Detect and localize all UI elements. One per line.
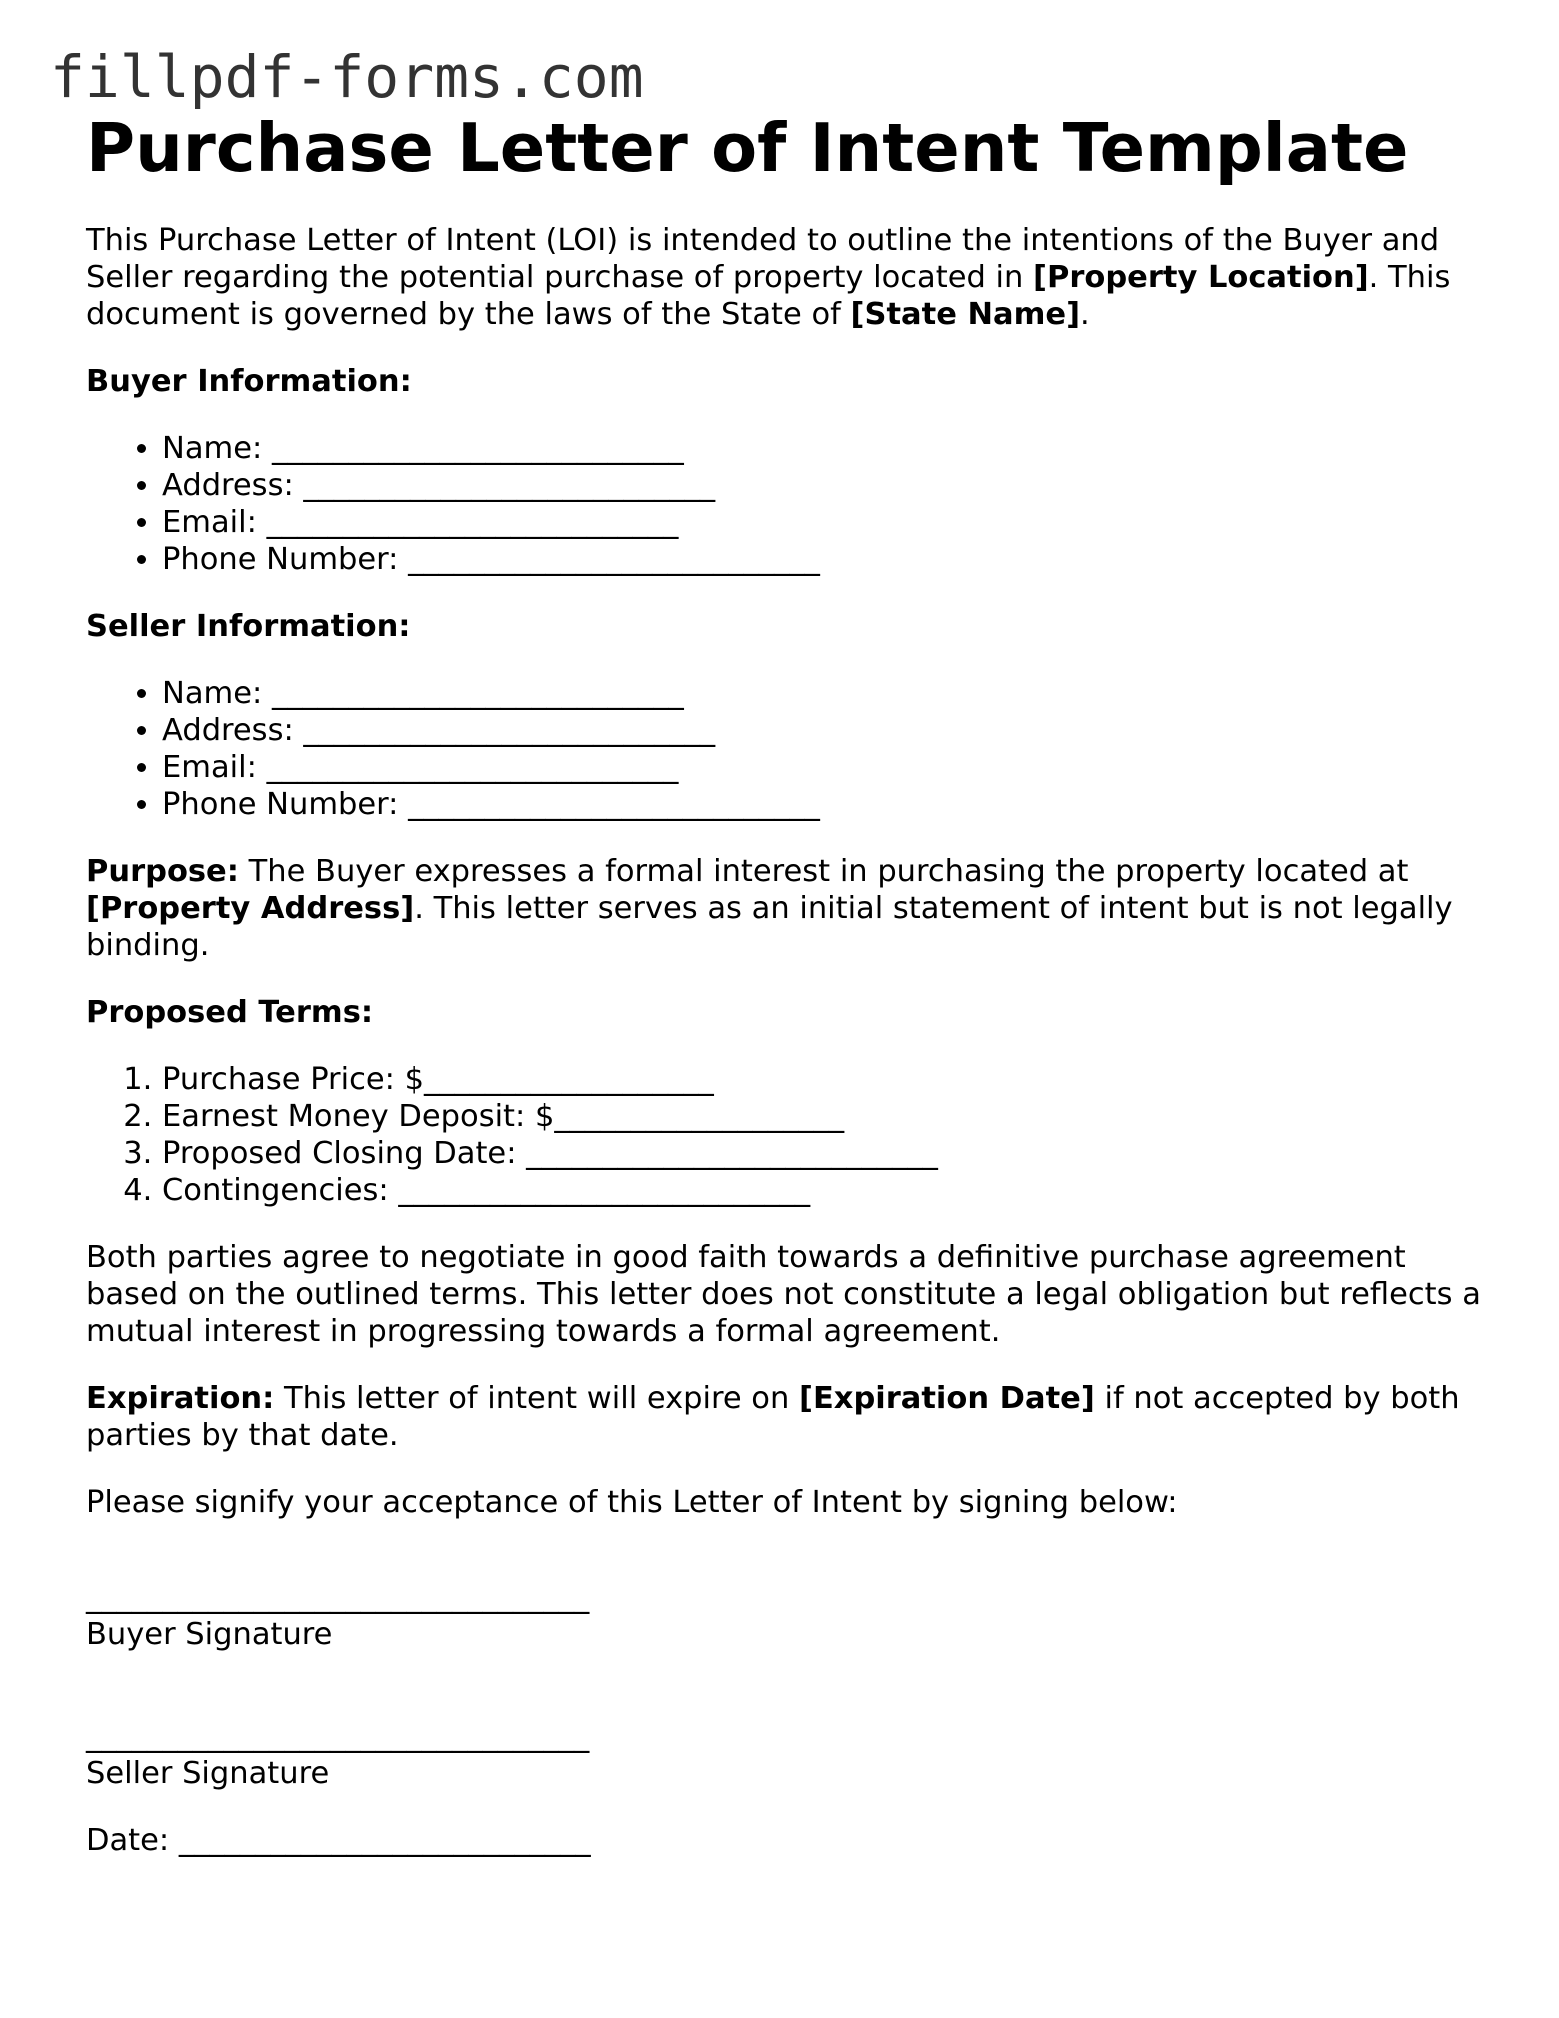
purpose-text-2: . This letter serves as an initial statement of intent but is not legally binding.: [86, 891, 1453, 963]
proposed-terms-heading: Proposed Terms:: [86, 995, 374, 1030]
closing-date-field[interactable]: 3. Proposed Closing Date: ___________________________: [162, 1135, 1486, 1172]
proposed-terms-list: [86, 1061, 1486, 1209]
intro-text-1: This Purchase Letter of Intent (LOI) is intended to outline the intentions of the Buyer and Seller regarding the potential purchase of property located in: [86, 223, 1440, 295]
expiration-text-1: This letter of intent will expire on: [274, 1381, 799, 1416]
buyer-email-field[interactable]: • Email: ___________________________: [162, 504, 1486, 541]
seller-signature-line[interactable]: _________________________________: [86, 1719, 590, 1754]
seller-address-field[interactable]: • Address: ___________________________: [162, 712, 1486, 749]
purpose-text-1: The Buyer expresses a formal interest in purchasing the property located at: [238, 854, 1409, 889]
intro-text-2: . This document is governed by the laws of the State of: [86, 260, 1451, 332]
intro-paragraph: [86, 222, 1486, 333]
seller-phone-field[interactable]: • Phone Number: ___________________________: [162, 786, 1486, 823]
expiration-text-2: if not accepted by both parties by that date.: [86, 1381, 1460, 1453]
buyer-signature-label: Buyer Signature: [86, 1617, 333, 1652]
page-title: Purchase Letter of Intent Template: [86, 109, 1409, 187]
state-name-placeholder: [State Name]: [850, 297, 1081, 332]
seller-email-field[interactable]: • Email: ___________________________: [162, 749, 1486, 786]
buyer-name-field[interactable]: • Name: ___________________________: [162, 430, 1486, 467]
agreement-paragraph: Both parties agree to negotiate in good faith towards a definitive purchase agreement based on the outlined terms. This letter does not constitute a legal obligation but reflects a mutual interest in progressing towards a formal agreement.: [86, 1240, 1481, 1349]
expiration-paragraph: [86, 1380, 1486, 1454]
expiration-date-placeholder: [Expiration Date]: [799, 1381, 1095, 1416]
buyer-signature-line[interactable]: _________________________________: [86, 1580, 590, 1615]
seller-name-field[interactable]: • Name: ___________________________: [162, 675, 1486, 712]
buyer-phone-field[interactable]: • Phone Number: ___________________________: [162, 541, 1486, 578]
property-address-placeholder: [Property Address]: [86, 891, 415, 926]
purpose-paragraph: [86, 853, 1486, 964]
seller-signature-label: Seller Signature: [86, 1756, 330, 1791]
earnest-money-field[interactable]: 2. Earnest Money Deposit: $___________________: [162, 1098, 1486, 1135]
intro-text-3: .: [1080, 297, 1090, 332]
purchase-price-field[interactable]: 1. Purchase Price: $___________________: [162, 1061, 1486, 1098]
expiration-label: Expiration:: [86, 1381, 275, 1416]
buyer-info-heading: Buyer Information:: [86, 364, 412, 399]
document-body: [86, 108, 1486, 1859]
buyer-info-list: [86, 430, 1486, 578]
buyer-address-field[interactable]: • Address: ___________________________: [162, 467, 1486, 504]
date-field[interactable]: Date: ___________________________: [86, 1823, 591, 1858]
contingencies-field[interactable]: 4. Contingencies: ___________________________: [162, 1172, 1486, 1209]
property-location-placeholder: [Property Location]: [1033, 260, 1369, 295]
signature-block: [86, 1579, 1486, 1859]
watermark: fillpdf-forms.com: [50, 43, 644, 111]
acceptance-paragraph: Please signify your acceptance of this Letter of Intent by signing below:: [86, 1485, 1178, 1520]
seller-info-list: [86, 675, 1486, 823]
purpose-label: Purpose:: [86, 854, 239, 889]
seller-info-heading: Seller Information:: [86, 609, 411, 644]
